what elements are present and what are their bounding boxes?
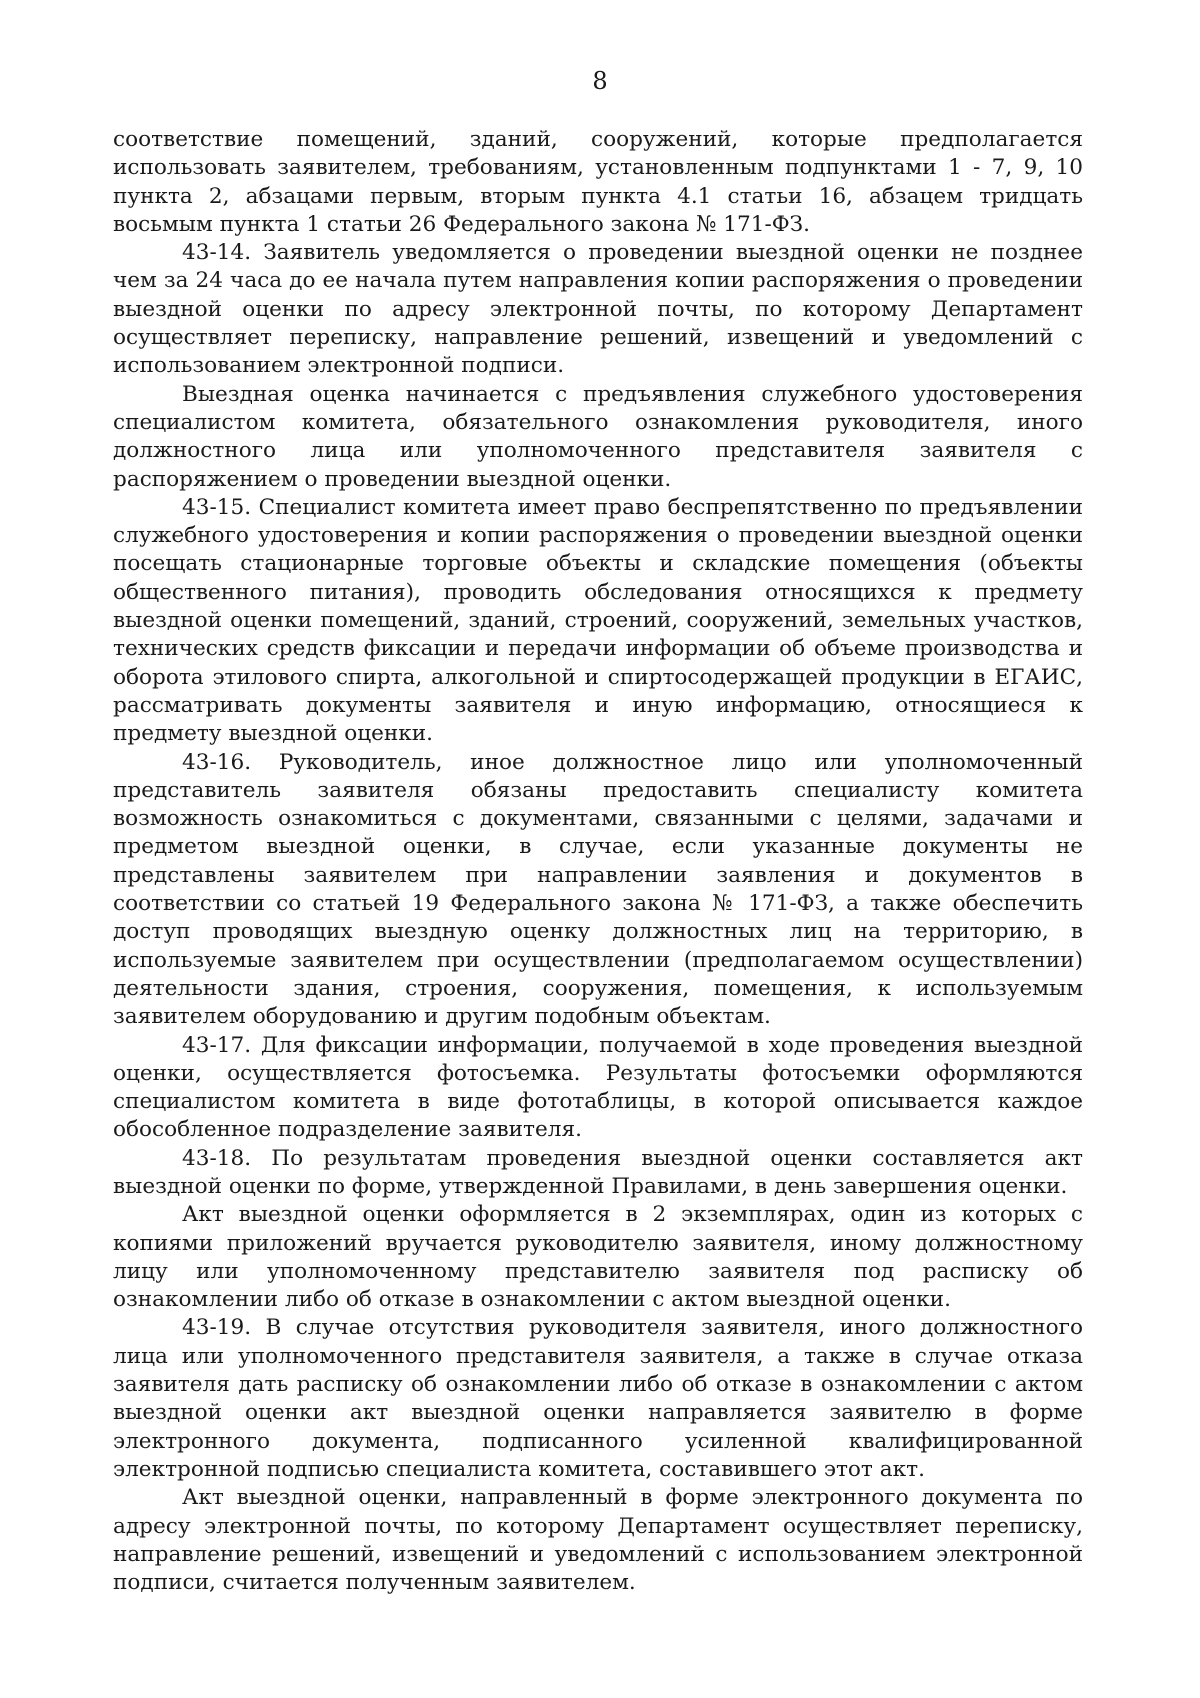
paragraph-43-19: 43-19. В случае отсутствия руководителя заявителя, иного должностного лица или уполномоченного представителя заявителя, а также в случае отказа заявителя дать расписку об ознакомлении либо об отказе в ознакомлении с актом выездной оценки акт выездной оценки направляется заявителю в форме электронного документа, подписанного усиленной квалифицированной электронной подписью специалиста комитета, составившего этот акт.: [113, 1315, 1083, 1482]
paragraph-act-copies: Акт выездной оценки оформляется в 2 экземплярах, один из которых с копиями приложений вручается руководителю заявителя, иному должностному лицу или уполномоченному представителю заявителя под расписку об ознакомлении либо об отказе в ознакомлении с актом выездной оценки.: [113, 1202, 1083, 1313]
paragraph-43-16: 43-16. Руководитель, иное должностное лицо или уполномоченный представитель заявителя обязаны предоставить специалисту комитета возможность ознакомиться с документами, связанными с целями, задачами и предметом выездной оценки, в случае, если указанные документы не представлены заявителем при направлении заявления и документов в соответствии со статьей 19 Федерального закона № 171-ФЗ, а также обеспечить доступ проводящих выездную оценку должностных лиц на территорию, в используемые заявителем при осуществлении (предполагаемом осуществлении) деятельности здания, строения, сооружения, помещения, к используемым заявителем оборудованию и другим подобным объектам.: [113, 749, 1083, 1030]
paragraph-43-15: 43-15. Специалист комитета имеет право беспрепятственно по предъявлении служебного удостоверения и копии распоряжения о проведении выездной оценки посещать стационарные торговые объекты и складские помещения (объекты общественного питания), проводить обследования относящихся к предмету выездной оценки помещений, зданий, строений, сооружений, земельных участков, технических средств фиксации и передачи информации об объеме производства и оборота этилового спирта, алкогольной и спиртосодержащей продукции в ЕГАИС, рассматривать документы заявителя и иную информацию, относящиеся к предмету выездной оценки.: [113, 494, 1083, 747]
paragraph-43-14: 43-14. Заявитель уведомляется о проведении выездной оценки не позднее чем за 24 часа до ее начала путем направления копии распоряжения о проведении выездной оценки по адресу электронной почты, по которому Департамент осуществляет переписку, направление решений, извещений и уведомлений с использованием электронной подписи.: [113, 240, 1083, 379]
paragraph-43-18: 43-18. По результатам проведения выездной оценки составляется акт выездной оценки по форме, утвержденной Правилами, в день завершения оценки.: [113, 1145, 1083, 1199]
paragraph-onsite-start: Выездная оценка начинается с предъявления служебного удостоверения специалистом комитета, обязательного ознакомления руководителя, иного должностного лица или уполномоченного представителя заявителя с распоряжением о проведении выездной оценки.: [113, 381, 1083, 492]
paragraph-43-17: 43-17. Для фиксации информации, получаемой в ходе проведения выездной оценки, осуществляется фотосъемка. Результаты фотосъемки оформляются специалистом комитета в виде фототаблицы, в которой описывается каждое обособленное подразделение заявителя.: [113, 1032, 1083, 1143]
page-number: 8: [592, 67, 608, 95]
paragraph-act-electronic: Акт выездной оценки, направленный в форме электронного документа по адресу электронной почты, по которому Департамент осуществляет переписку, направление решений, извещений и уведомлений с использованием электронной подписи, считается полученным заявителем.: [113, 1485, 1083, 1596]
paragraph-continuation: соответствие помещений, зданий, сооружений, которые предполагается использовать заявителем, требованиям, установленным подпунктами 1 - 7, 9, 10 пункта 2, абзацами первым, вторым пункта 4.1 статьи 16, абзацем тридцать восьмым пункта 1 статьи 26 Федерального закона № 171-ФЗ.: [113, 127, 1083, 237]
document-body: [113, 126, 1083, 1597]
